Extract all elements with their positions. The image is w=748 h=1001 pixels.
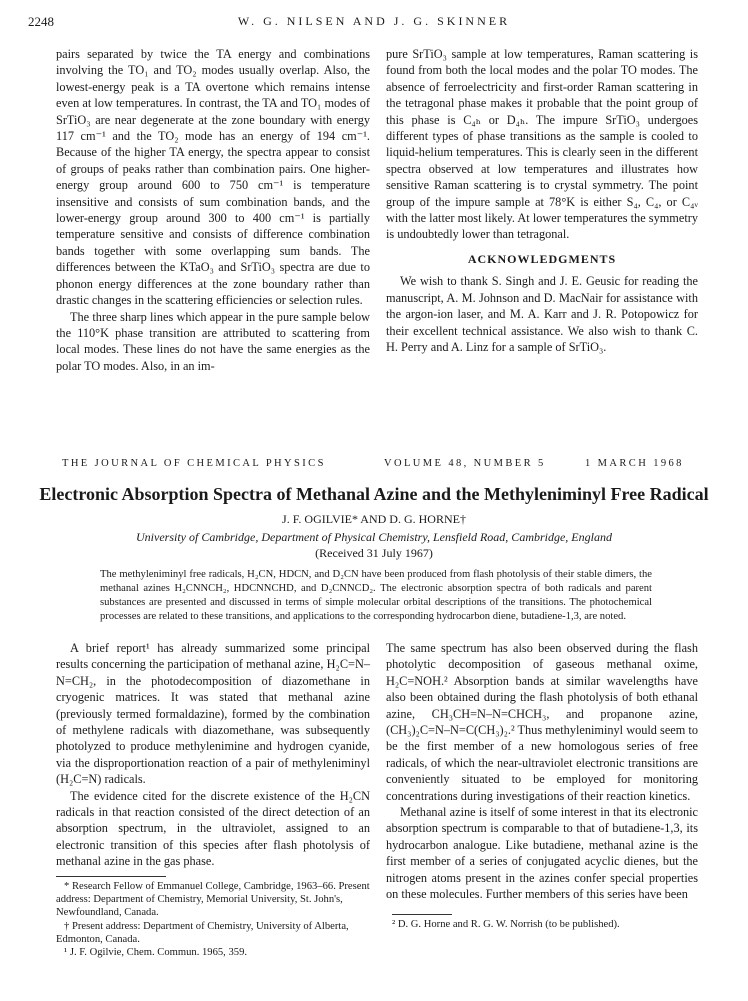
footnote-divider [56,876,166,877]
footnote-right: ² D. G. Horne and R. G. W. Norrish (to be published). [392,919,620,930]
body-paragraph: Methanal azine is itself of some interest in that its electronic absorption spectrum is comparable to that of butadiene-1,3, its hydrocarbon analogue. Like butadiene, methanal azine is the first member of a series of conjugated acyclic dienes, but the nitrogen atoms present in the azines confer special properties on these molecules. Further members of this series have been [386,805,698,902]
body-paragraph: pairs separated by twice the TA energy and combinations involving the TO₁ and TO₂ modes usually overlap. Also, the lowest-energy peak is a TA overtone which remains intense even at low temperatures. In contrast, the TA and TO₁ modes of SrTiO₃ are near degenerate at the zone boundary with energy 117 cm⁻¹ and the TO₂ mode has an energy of 194 cm⁻¹. Because of the higher TA energy, the spectra appear to consist of groups of peaks rather than combination pairs. One higher-energy group around 600 to 750 cm⁻¹ is temperature insensitive and consists of sum combination bands, and the lower-energy group around 300 to 400 cm⁻¹ is partially temperature sensitive and consists of difference combination bands together with some overlapping sum bands. The differences between the KTaO₃ and SrTiO₃ spectra are due to phonon energy differences at the zone boundary rather than drastic changes in the scattering efficiencies or selection rules. [56,47,370,308]
acknowledgments-heading: ACKNOWLEDGMENTS [467,251,617,266]
previous-article-right-column [386,46,698,355]
page-number: 2248 [28,14,54,29]
article-left-column [56,640,370,870]
body-paragraph: pure SrTiO₃ sample at low temperatures, Raman scattering is found from both the local modes and the polar TO modes. The absence of ferroelectricity and first-order Raman scattering in the tetragonal phase makes it probable that the point group of this phase is C₄ₕ or D₄ₕ. The impure SrTiO₃ undergoes different types of phase transitions as the sample is cooled to liquid-helium temperatures. This is clearly seen in the different spectra observed at low temperatures and illustrates how sensitive Raman scattering is to crystal symmetry. The point group of the impure sample at 78°K is either S₄, C₄, or C₄ᵥ with the latter most likely. At lower temperatures the symmetry is undoubtedly lower than tetragonal. [386,47,698,242]
footnote: * Research Fellow of Emmanuel College, Cambridge, 1963–66. Present address: Department of Chemistry, Memorial University, St. John's, Newfoundland, Canada. [56,881,370,919]
acknowledgments-text: We wish to thank S. Singh and J. E. Geusic for reading the manuscript, A. M. Johnson and D. MacNair for assistance with the argon-ion laser, and M. A. Karr and J. R. Potopowicz for their excellent technical assistance. We also wish to thank C. H. Perry and A. Linz for a sample of SrTiO₃. [386,274,698,354]
article-right-column [386,640,698,903]
article-title: Electronic Absorption Spectra of Methanal Azine and the Methyleniminyl Free Radical [39,484,709,504]
body-paragraph: A brief report¹ has already summarized some principal results concerning the participation of methanal azine, H₂C=N–N=CH₂, in the photodecomposition of diazomethane in cryogenic matrices. It was stated that methanal azine (previously termed formaldazine), formed by the combination of methylene radicals with diazomethane, was subsequently photolyzed to produce methylenimine and hydrogen cyanide, via the disproportionation reaction of a pair of methyleniminyl (H₂C=N) radicals. [56,641,370,787]
footnotes-left [56,880,370,959]
received-date: (Received 31 July 1967) [315,546,433,560]
body-paragraph: The three sharp lines which appear in the pure sample below the 110°K phase transition are attributed to scattering from local modes. These lines do not have the same energies as the polar TO modes. Also, in an im- [56,309,370,373]
footnote: † Present address: Department of Chemistry, University of Alberta, Edmonton, Canada. [56,920,349,945]
body-paragraph: The same spectrum has also been observed during the flash photolytic decomposition of gaseous methanal oxime, H₂C=NOH.² Absorption bands at similar wavelengths have also been obtained during the flash photolysis of both ethanal azine, CH₃CH=N–N=CHCH₃, and propanone azine, (CH₃)₂C=N–N=C(CH₃)₂.² Thus methyleniminyl would seem to be the first member of a new homologous series of free radicals, of which the near-ultraviolet electronic transitions are conveniently situated to be employed for monitoring concentrations during investigations of their reaction kinetics. [386,641,698,803]
journal-name: THE JOURNAL OF CHEMICAL PHYSICS [62,458,326,469]
previous-article-left-column [56,46,370,374]
article-authors: J. F. OGILVIE* AND D. G. HORNE† [282,512,466,526]
footnote-divider [392,914,452,915]
footnote: ¹ J. F. Ogilvie, Chem. Commun. 1965, 359. [64,947,248,959]
abstract: The methyleniminyl free radicals, H₂CN, HDCN, and D₂CN have been produced from flash photolysis of their stable dimers, the methanal azines H₂CNNCH₂, HDCNNCHD, and D₂CNNCD₂. The electronic absorption spectra of both radicals and parent substances are presented and discussed in terms of simple molecular orbital descriptions of the transitions. The photochemical processes are related to these transitions, and applications to the corresponding hydrocarbon diene, butadiene-1,3, are noted. [100,569,652,622]
journal-date: 1 MARCH 1968 [585,458,684,469]
running-head: W. G. NILSEN AND J. G. SKINNER [237,14,511,28]
body-paragraph: The evidence cited for the discrete existence of the H₂CN radicals in that reaction consisted of the direct detection of an absorption spectrum, in the ultraviolet, assigned to an electronic transition of this species after flash photolysis of methanal azine in the gas phase. [56,788,370,869]
journal-volume: VOLUME 48, NUMBER 5 [384,458,546,469]
article-affiliation: University of Cambridge, Department of Physical Chemistry, Lensfield Road, Cambridge, England [136,530,612,544]
